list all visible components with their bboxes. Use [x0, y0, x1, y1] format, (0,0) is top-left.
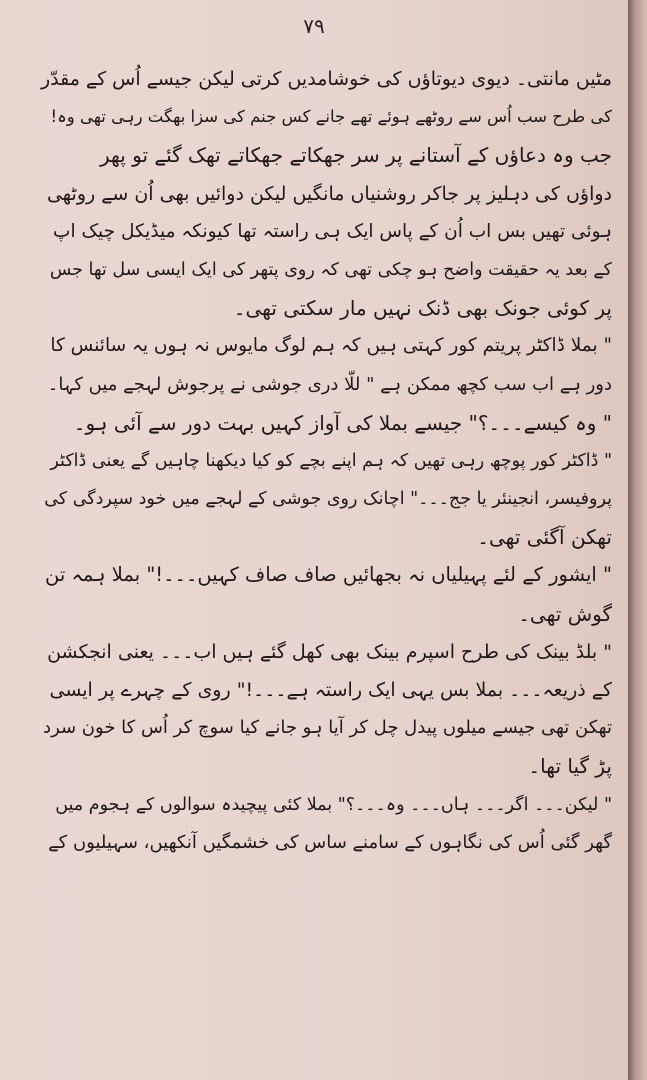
text-line: کے بعد یہ حقیقت واضح ہو چکی تھی کہ روی پتھر کی ایک ایسی سل تھا جس [49, 259, 612, 280]
text-line: ہوئی تھیں بس اب اُن کے پاس ایک ہی راستہ تھا کیونکہ میڈیکل چیک اپ [53, 220, 612, 242]
text-line: دور ہے اب سب کچھ ممکن ہے " للّا دری جوشی نے پرجوش لہجے میں کہا۔ [47, 373, 612, 395]
text-line: " بملا ڈاکٹر پریتم کور کہتی ہیں کہ ہم لوگ مایوس نہ ہوں یہ سائنس کا [50, 335, 612, 357]
text-line: کی طرح سب اُس سے روٹھے ہوئے تھے جانے کس جنم کی سزا بھگت رہی تھی وہ! [50, 107, 612, 127]
text-line: جب وہ دعاؤں کے آستانے پر سر جھکاتے جھکاتے تھک گئے تو پھر [99, 143, 612, 168]
text-line: " بلڈ بینک کی طرح اسپرم بینک بھی کھل گئے ہیں اب۔۔۔ یعنی انجکشن [47, 640, 612, 663]
text-line: پڑ گیا تھا۔ [528, 754, 612, 779]
text-line: گوش تھی۔ [518, 601, 612, 626]
text-line: تھکن تھی جیسے میلوں پیدل چل کر آیا ہو جانے کیا سوچ کر اُس کا خون سرد [43, 717, 612, 739]
text-line: " لیکن۔۔۔ اگر۔۔۔ ہاں۔۔۔ وہ۔۔۔؟" بملا کئی پیچیدہ سوالوں کے ہجوم میں [55, 794, 612, 815]
text-line: " ڈاکٹر کور پوچھ رہی تھیں کہ ہم اپنے بچے کو کیا دیکھنا چاہیں گے یعنی ڈاکٹر [50, 450, 612, 471]
text-line: کے ذریعہ۔۔۔ بملا بس یہی ایک راستہ ہے۔۔۔!" روی کے چہرے پر ایسی [49, 679, 612, 701]
text-line: " ایشور کے لئے پہیلیاں نہ بجھائیں صاف صاف کہیں۔۔۔!" بملا ہمہ تن [45, 563, 612, 587]
page-number: ۷۹ [303, 14, 325, 38]
text-line: مٹیں مانتی۔ دیوی دیوتاؤں کی خوشامدیں کرتی لیکن جیسے اُس کے مقدّر [40, 68, 612, 90]
text-line: " وہ کیسے۔۔۔؟" جیسے بملا کی آواز کہیں بہت دور سے آئی ہو۔ [73, 410, 612, 435]
text-line: پر کوئی جونک بھی ڈنک نہیں مار سکتی تھی۔ [233, 296, 612, 321]
text-line: گھر گئی اُس کی نگاہوں کے سامنے ساس کی خشمگیں آنکھیں، سہیلیوں کے [48, 831, 612, 853]
text-line: دواؤں کی دہلیز پر جاکر روشنیاں مانگیں لیکن دوائیں بھی اُن سے روٹھی [46, 182, 612, 205]
text-line: تھکن آگئی تھی۔ [477, 525, 612, 550]
book-gutter [628, 0, 647, 1080]
text-line: پروفیسر، انجینئر یا جج۔۔۔" اچانک روی جوشی کے لہجے میں خود سپردگی کی [44, 489, 612, 510]
page-text [40, 60, 612, 862]
